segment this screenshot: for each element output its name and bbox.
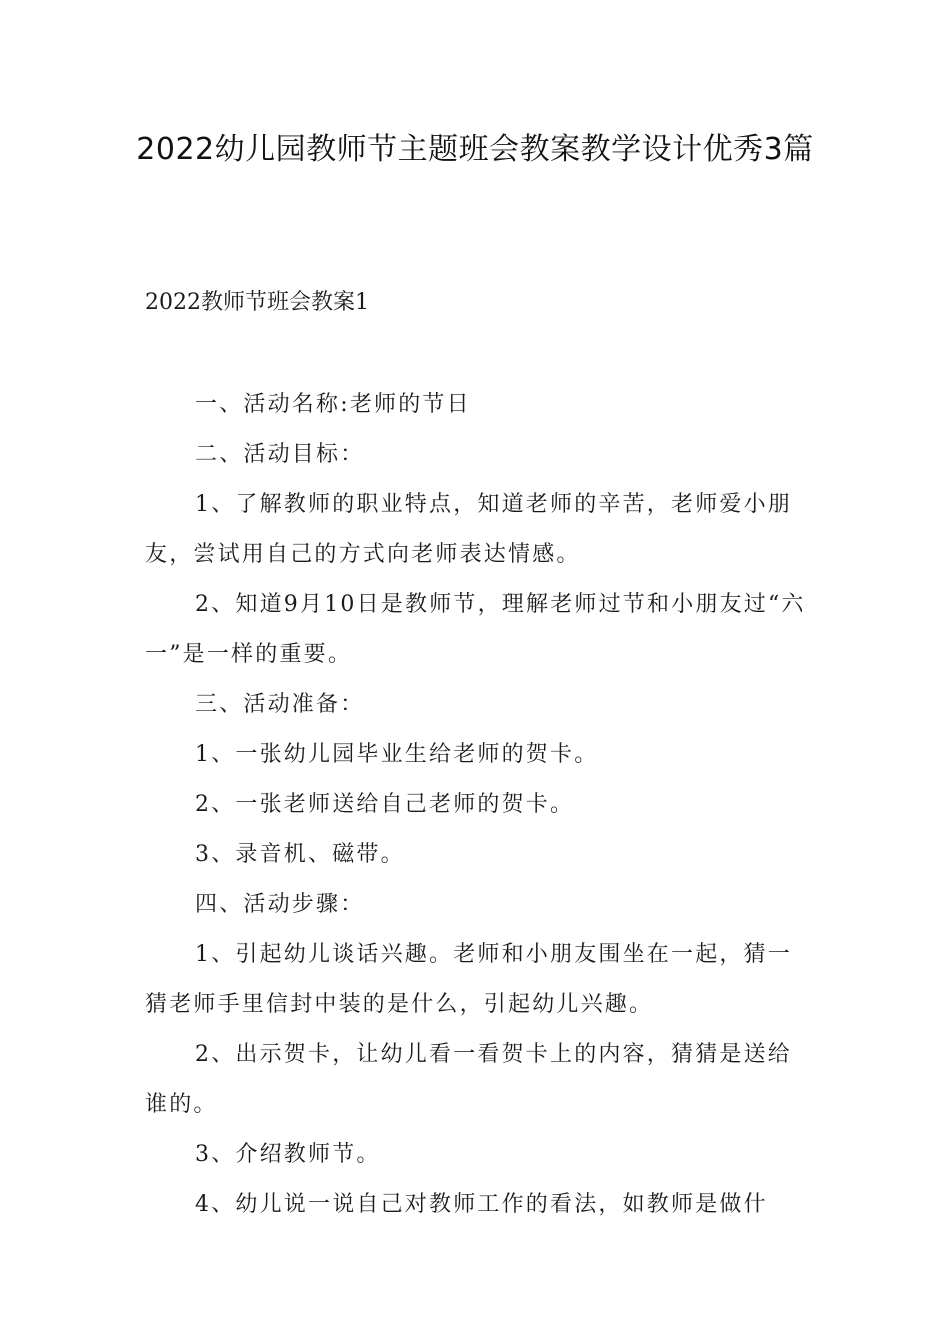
paragraph-step-3: 3、介绍教师节。 bbox=[195, 1142, 381, 1167]
section-heading: 2022教师节班会教案1 bbox=[145, 290, 369, 315]
paragraph-preparation-1: 1、一张幼儿园毕业生给老师的贺卡。 bbox=[195, 742, 599, 767]
paragraph-goals-heading: 二、活动目标： bbox=[195, 442, 365, 467]
paragraph-step-1: 1、引起幼儿谈话兴趣。老师和小朋友围坐在一起，猜一猜老师手里信封中装的是什么，引起幼儿兴趣。 bbox=[145, 942, 792, 1017]
document-body bbox=[145, 380, 810, 1230]
paragraph-goal-1: 1、了解教师的职业特点，知道老师的辛苦，老师爱小朋友，尝试用自己的方式向老师表达情感。 bbox=[145, 492, 792, 567]
paragraph-goal-2: 2、知道9月10日是教师节，理解老师过节和小朋友过“六一”是一样的重要。 bbox=[145, 592, 806, 667]
paragraph-step-2: 2、出示贺卡，让幼儿看一看贺卡上的内容，猜猜是送给谁的。 bbox=[145, 1042, 792, 1117]
document-title: 2022幼儿园教师节主题班会教案教学设计优秀3篇 bbox=[136, 132, 814, 167]
paragraph-activity-name: 一、活动名称:老师的节日 bbox=[195, 392, 471, 417]
paragraph-preparation-2: 2、一张老师送给自己老师的贺卡。 bbox=[195, 792, 575, 817]
paragraph-preparation-3: 3、录音机、磁带。 bbox=[195, 842, 405, 867]
paragraph-steps-heading: 四、活动步骤： bbox=[195, 892, 365, 917]
paragraph-preparation-heading: 三、活动准备： bbox=[195, 692, 365, 717]
paragraph-step-4: 4、幼儿说一说自己对教师工作的看法，如教师是做什 bbox=[195, 1192, 768, 1217]
